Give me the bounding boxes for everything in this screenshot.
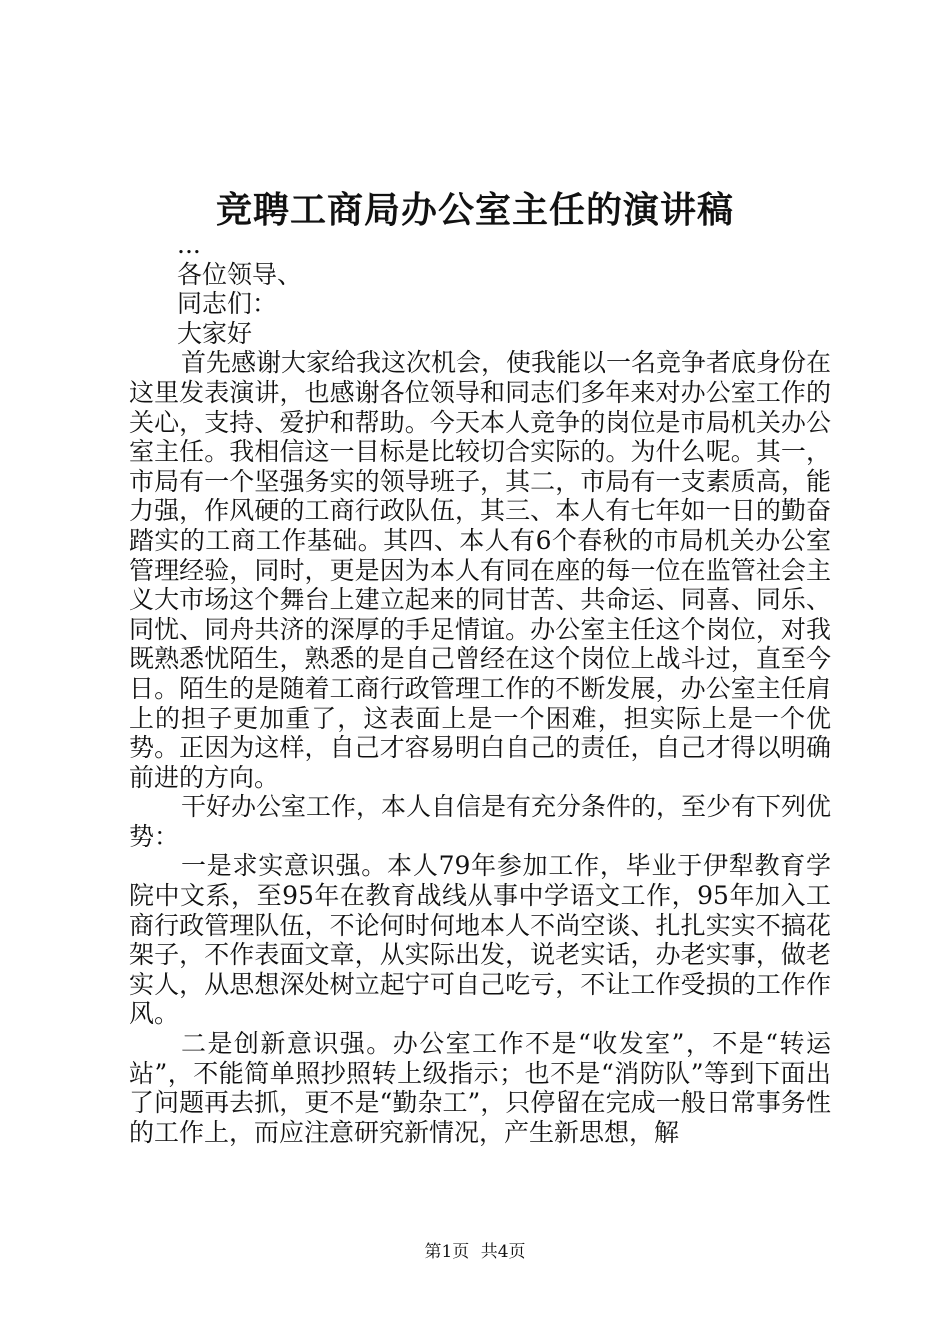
salutation-comrades: 同志们：	[177, 289, 278, 319]
document-title: 竞聘工商局办公室主任的演讲稿	[215, 189, 734, 231]
document-body	[129, 230, 831, 1147]
ellipsis-line: ...	[177, 230, 201, 259]
paragraph-advantages: 干好办公室工作，本人自信是有充分条件的，至少有下列优势：	[129, 792, 832, 851]
paragraph-point-one: 一是求实意识强。本人79年参加工作，毕业于伊犁教育学院中文系，至95年在教育战线从事中学语文工作，95年加入工商行政管理队伍，不论何时何地本人不尚空谈、扎扎实实不搞花架子，不作表面文章，从实际出发，说老实话，办老实事，做老实人，从思想深处树立起宁可自己吃亏，不让工作受损的工作作风。	[129, 851, 831, 1029]
greeting-line: 大家好	[177, 318, 253, 348]
page-footer	[0, 1240, 950, 1264]
page-number: 第1页	[424, 1242, 470, 1262]
salutation-leaders: 各位领导、	[177, 259, 303, 289]
page-total: 共4页	[480, 1242, 526, 1262]
paragraph-intro: 首先感谢大家给我这次机会，使我能以一名竞争者底身份在这里发表演讲，也感谢各位领导和同志们多年来对办公室工作的关心，支持、爱护和帮助。今天本人竞争的岗位是市局机关办公室主任。我相信这一目标是比较切合实际的。为什么呢。其一，市局有一个坚强务实的领导班子，其二，市局有一支素质高，能力强，作风硬的工商行政队伍，其三、本人有七年如一日的勤奋踏实的工商工作基础。其四、本人有6个春秋的市局机关办公室管理经验，同时，更是因为本人有同在座的每一位在监管社会主义大市场这个舞台上建立起来的同甘苦、共命运、同喜、同乐、同忧、同舟共济的深厚的手足情谊。办公室主任这个岗位，对我既熟悉忧陌生，熟悉的是自己曾经在这个岗位上战斗过，直至今日。陌生的是随着工商行政管理工作的不断发展，办公室主任肩上的担子更加重了，这表面上是一个困难，担实际上是一个优势。正因为这样，自己才容易明白自己的责任，自己才得以明确前进的方向。	[129, 348, 832, 792]
paragraph-point-two: 二是创新意识强。办公室工作不是“收发室”，不是“转运站”，不能简单照抄照转上级指示；也不是“消防队”等到下面出了问题再去抓，更不是“勤杂工”，只停留在完成一般日常事务性的工作上，而应注意研究新情况，产生新思想，解	[129, 1029, 831, 1147]
